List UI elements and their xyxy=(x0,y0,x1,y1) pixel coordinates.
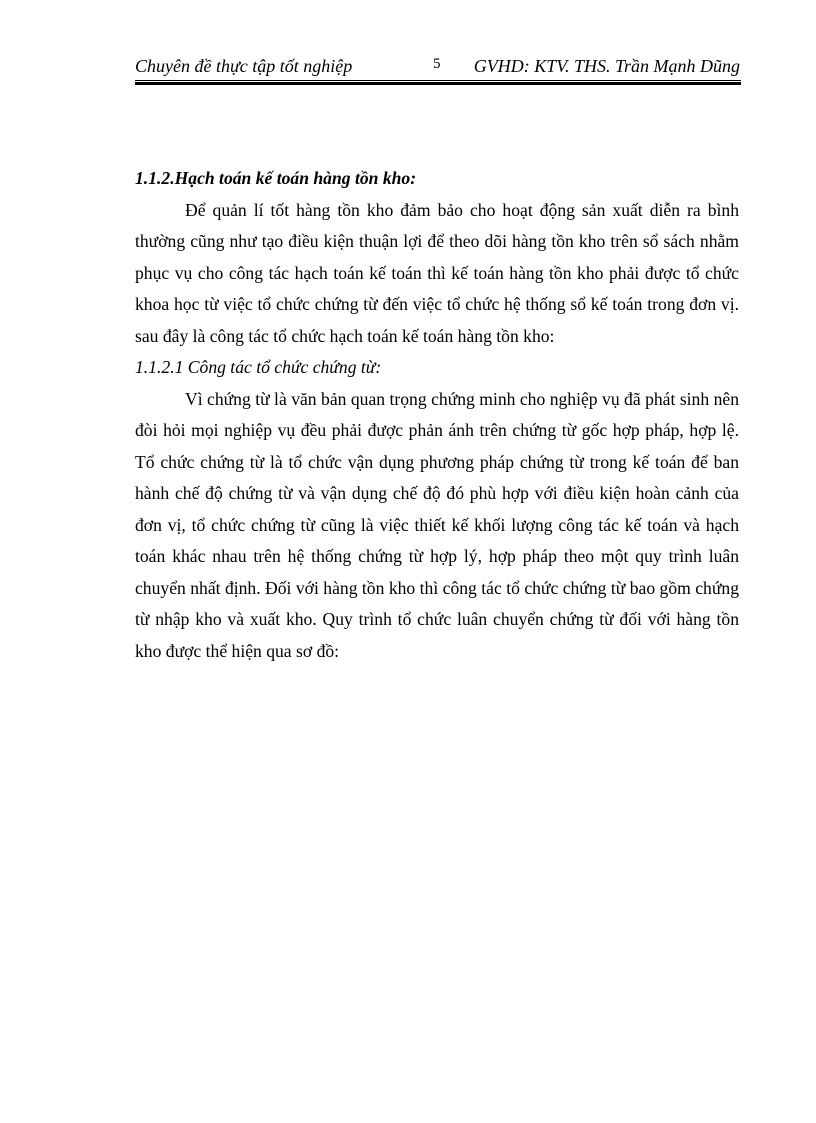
header-divider xyxy=(135,80,741,85)
paragraph-document-organization: Vì chứng từ là văn bản quan trọng chứng minh cho nghiệp vụ đã phát sinh nên đòi hỏi mọi nghiệp vụ đều phải được phản ánh trên chứng từ gốc hợp pháp, hợp lệ. Tổ chức chứng từ là tổ chức vận dụng phương pháp chứng từ trong kế toán để ban hành chế độ chứng từ và vận dụng chế độ đó phù hợp với điều kiện hoàn cảnh của đơn vị, tổ chức chứng từ cũng là việc thiết kế khối lượng công tác kế toán và hạch toán khác nhau trên hệ thống chứng từ hợp lý, hợp pháp theo một quy trình luân chuyển nhất định. Đối với hàng tồn kho thì công tác tổ chức chứng từ bao gồm chứng từ nhập kho và xuất kho. Quy trình tổ chức luân chuyển chứng từ đối với hàng tồn kho được thể hiện qua sơ đồ: xyxy=(135,388,739,661)
page-content xyxy=(135,163,739,667)
subsection-heading: 1.1.2.1 Công tác tổ chức chứng từ: xyxy=(135,357,382,377)
page-header xyxy=(135,54,740,82)
section-heading: 1.1.2.Hạch toán kế toán hàng tồn kho: xyxy=(135,168,417,188)
paragraph-inventory-accounting: Để quản lí tốt hàng tồn kho đảm bảo cho hoạt động sản xuất diễn ra bình thường cũng như tạo điều kiện thuận lợi để theo dõi hàng tồn kho trên sổ sách nhằm phục vụ cho công tác hạch toán kế toán thì kế toán hàng tồn kho phải được tổ chức khoa học từ việc tổ chức chứng từ đến việc tổ chức hệ thống sổ kế toán trong đơn vị. sau đây là công tác tổ chức hạch toán kế toán hàng tồn kho: xyxy=(135,199,739,346)
header-supervisor: GVHD: KTV. THS. Trần Mạnh Dũng xyxy=(473,56,740,76)
header-document-title: Chuyên đề thực tập tốt nghiệp xyxy=(135,56,353,76)
header-page-number: 5 xyxy=(433,56,441,72)
